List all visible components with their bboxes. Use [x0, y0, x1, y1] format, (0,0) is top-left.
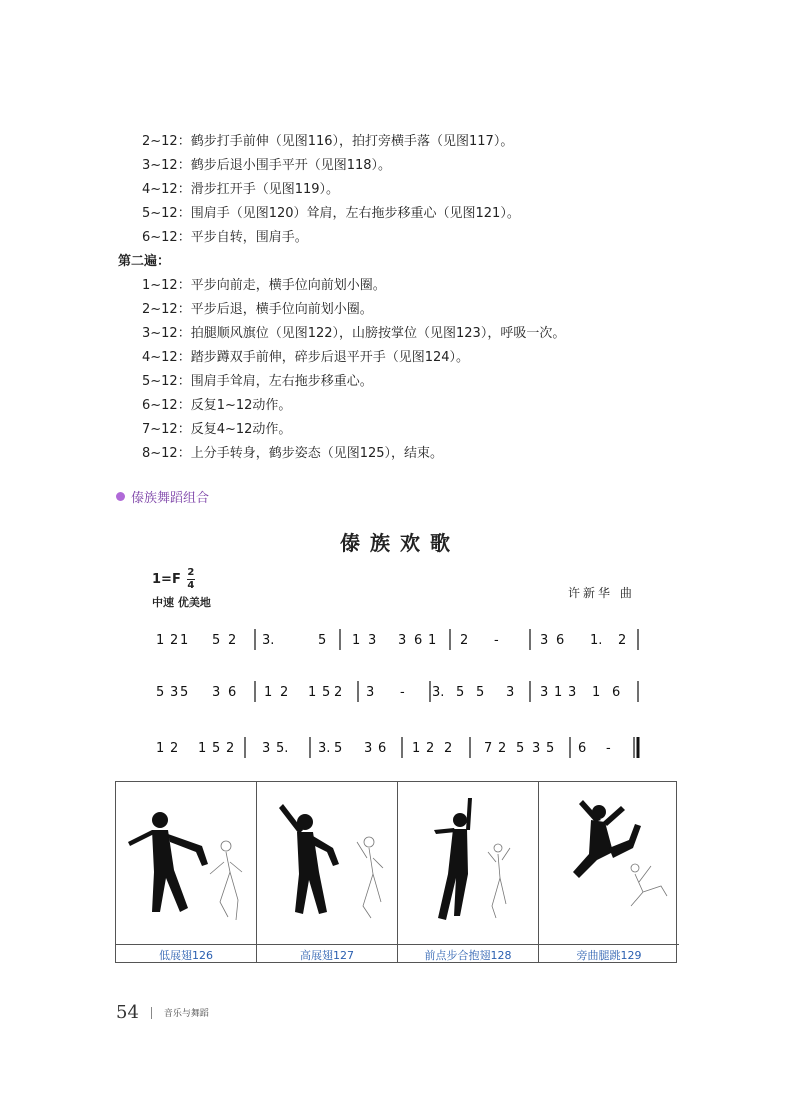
figure-cell	[539, 782, 679, 962]
score-note: 1	[592, 685, 601, 700]
time-top: 2	[187, 567, 195, 578]
score-note: 5	[322, 685, 331, 700]
score-note: 1	[308, 685, 317, 700]
step-line: 6~12：平步自转，围肩手。	[142, 230, 308, 245]
score-note: 5	[318, 633, 327, 648]
score-note: -	[606, 741, 611, 756]
score-note: 6	[414, 633, 423, 648]
figure-table	[115, 781, 677, 963]
score-note: 3	[364, 741, 373, 756]
figure-cell	[398, 782, 539, 962]
score-note: 1	[264, 685, 273, 700]
score-note: 1	[554, 685, 563, 700]
score-note: 3	[532, 741, 541, 756]
score-note: 2	[334, 685, 343, 700]
score-note: 6	[578, 741, 587, 756]
score-note: 1.	[590, 633, 603, 648]
score-note: 5	[180, 685, 189, 700]
figure-caption: 低展翅126	[116, 944, 256, 967]
score-note: 2	[426, 741, 435, 756]
score-note: 3	[506, 685, 515, 700]
score-note: 3	[540, 633, 549, 648]
score-note: 5	[212, 633, 221, 648]
score-note: 3.	[432, 685, 445, 700]
score-note: 1	[352, 633, 361, 648]
dancer-photo	[398, 782, 538, 944]
score-note: 6	[612, 685, 621, 700]
figure-caption: 高展翅127	[257, 944, 397, 967]
dancer-photo	[539, 782, 679, 944]
score-note: 1	[412, 741, 421, 756]
score-note: 5	[546, 741, 555, 756]
score-note: 5	[156, 685, 165, 700]
score-note: 3	[366, 685, 375, 700]
score-note: 2	[618, 633, 627, 648]
figure-cell	[257, 782, 398, 962]
song-title: 傣族欢歌	[340, 531, 460, 555]
score-note: 7	[484, 741, 493, 756]
score-note: 3	[398, 633, 407, 648]
score-note: 6	[378, 741, 387, 756]
score-note: 5.	[276, 741, 289, 756]
key-label: 1=F	[152, 572, 181, 587]
score-note: 2	[170, 633, 179, 648]
score-note: 3	[262, 741, 271, 756]
step-line: 2~12：鹤步打手前伸（见图116），拍打旁横手落（见图117）。	[142, 134, 514, 149]
figure-caption: 旁曲腿跳129	[539, 944, 679, 967]
step-line: 7~12：反复4~12动作。	[142, 422, 292, 437]
step-line: 8~12：上分手转身，鹤步姿态（见图125），结束。	[142, 446, 444, 461]
page-footer	[116, 1002, 209, 1023]
figure-cell	[116, 782, 257, 962]
score-note: 3	[368, 633, 377, 648]
step-line: 1~12：平步向前走，横手位向前划小圈。	[142, 278, 386, 293]
score-note: 5	[476, 685, 485, 700]
score-note: 6	[556, 633, 565, 648]
step-line: 4~12：滑步扛开手（见图119）。	[142, 182, 340, 197]
score-note: 6	[228, 685, 237, 700]
score-note: 3	[212, 685, 221, 700]
second-pass-heading: 第二遍：	[118, 254, 171, 269]
footer-divider	[151, 1007, 152, 1019]
score-note: -	[400, 685, 405, 700]
composer-credit: 许新华 曲	[568, 586, 635, 600]
step-line: 6~12：反复1~12动作。	[142, 398, 292, 413]
score-note: 3	[540, 685, 549, 700]
score-note: 5	[334, 741, 343, 756]
step-line: 5~12：围肩手（见图120）耸肩，左右拖步移重心（见图121）。	[142, 206, 520, 221]
dancer-photo	[116, 782, 256, 944]
score-note: 1	[156, 741, 165, 756]
step-line: 3~12：拍腿顺风旗位（见图122），山膀按掌位（见图123），呼吸一次。	[142, 326, 566, 341]
score-note: 1	[156, 633, 165, 648]
score-note: 1	[180, 633, 189, 648]
score-note: 5	[212, 741, 221, 756]
score-note: 5	[456, 685, 465, 700]
score-note: 2	[226, 741, 235, 756]
step-line: 3~12：鹤步后退小围手平开（见图118）。	[142, 158, 392, 173]
score-note: 2	[280, 685, 289, 700]
score-note: 2	[498, 741, 507, 756]
score-note: 2	[170, 741, 179, 756]
score-note: 3.	[262, 633, 275, 648]
score-note: 2	[444, 741, 453, 756]
step-line: 4~12：踏步蹲双手前伸，碎步后退平开手（见图124）。	[142, 350, 470, 365]
figure-caption: 前点步合抱翅128	[398, 944, 538, 967]
book-title: 音乐与舞蹈	[163, 1009, 209, 1019]
score-note: 1	[198, 741, 207, 756]
score-note: 2	[460, 633, 469, 648]
tempo-marking: 中速 优美地	[152, 596, 211, 609]
step-line: 5~12：围肩手耸肩，左右拖步移重心。	[142, 374, 373, 389]
dancer-photo	[257, 782, 397, 944]
score-note: -	[494, 633, 499, 648]
score-note: 3.	[318, 741, 331, 756]
step-line: 2~12：平步后退，横手位向前划小圈。	[142, 302, 373, 317]
section-title: 傣族舞蹈组合	[131, 491, 210, 506]
time-bottom: 4	[187, 580, 195, 591]
score-note: 3	[170, 685, 179, 700]
score-note: 5	[516, 741, 525, 756]
page-number: 54	[116, 1002, 139, 1023]
score-note: 3	[568, 685, 577, 700]
score-note: 2	[228, 633, 237, 648]
score-note: 1	[428, 633, 437, 648]
